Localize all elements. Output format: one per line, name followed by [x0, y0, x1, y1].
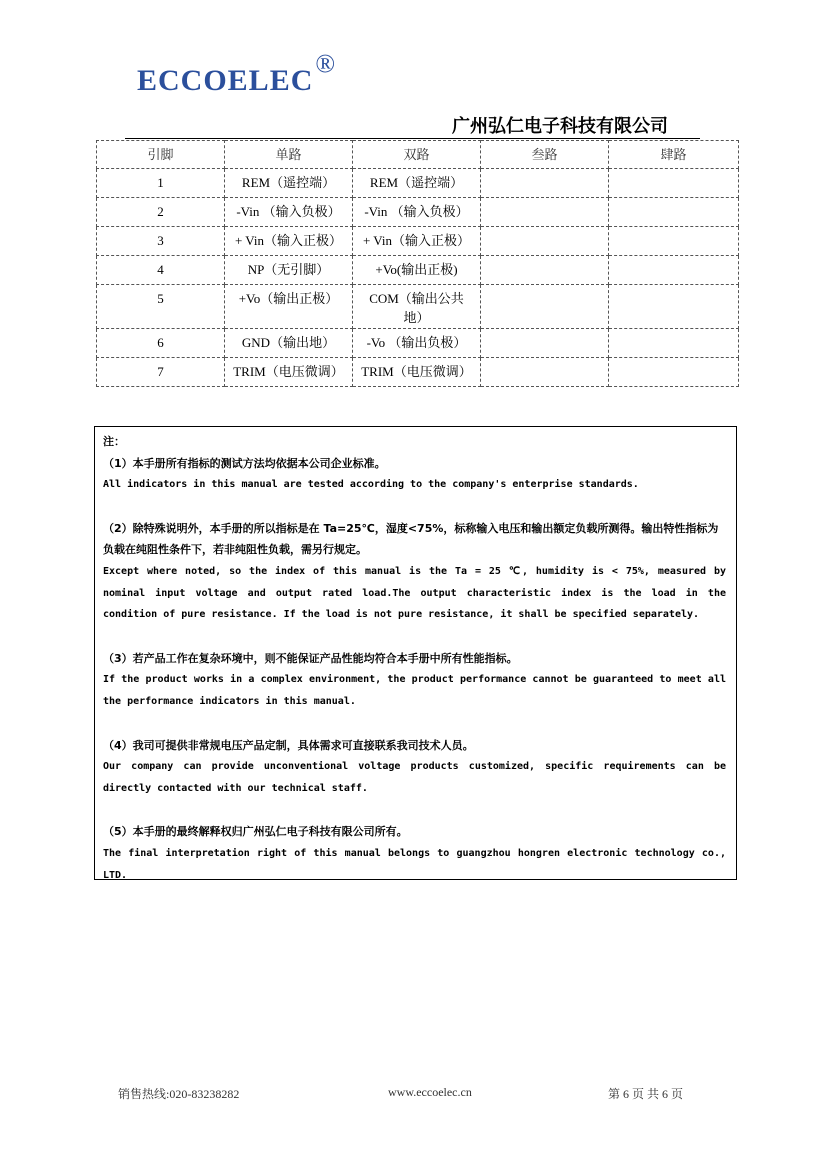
header-dual: 双路	[353, 141, 481, 169]
table-row	[97, 256, 739, 285]
pin-table	[96, 140, 739, 387]
header-single: 单路	[225, 141, 353, 169]
triple-cell	[481, 285, 609, 329]
single-cell: REM（遥控端）	[225, 169, 353, 198]
single-cell: +Vo（输出正极）	[225, 285, 353, 329]
dual-cell: COM（输出公共地）	[353, 285, 481, 329]
pin-number: 4	[97, 256, 225, 285]
pin-number: 2	[97, 198, 225, 227]
pin-number: 7	[97, 358, 225, 387]
table-row	[97, 329, 739, 358]
note-3-cn: （3）若产品工作在复杂环境中，则不能保证产品性能均符合本手册中所有性能指标。	[103, 651, 518, 665]
quad-cell	[609, 256, 739, 285]
spacer	[103, 626, 726, 648]
logo-text: ECCOELEC	[137, 64, 314, 97]
header-divider	[125, 138, 700, 139]
brand-logo	[137, 49, 337, 98]
note-4-en: Our company can provide unconventional voltage products customized, specific requirements can be directly contacted with our technical staff.	[103, 761, 726, 794]
triple-cell	[481, 329, 609, 358]
quad-cell	[609, 227, 739, 256]
pin-number: 1	[97, 169, 225, 198]
table-row	[97, 227, 739, 256]
note-1-cn: （1）本手册所有指标的测试方法均依据本公司企业标准。	[103, 456, 386, 470]
table-row	[97, 198, 739, 227]
note-5-cn: （5）本手册的最终解释权归广州弘仁电子科技有限公司所有。	[103, 825, 408, 839]
note-1-en: All indicators in this manual are tested according to the company's enterprise standards.	[103, 479, 639, 491]
note-4-cn: （4）我司可提供非常规电压产品定制，具体需求可直接联系我司技术人员。	[103, 738, 474, 752]
registered-mark: ®	[315, 49, 337, 78]
note-3-en: If the product works in a complex environment, the product performance cannot be guaranteed to meet all the performance indicators in this manual.	[103, 674, 726, 707]
website-link[interactable]: www.eccoelec.cn	[388, 1085, 472, 1099]
note-2-cn: （2）除特殊说明外，本手册的所以指标是在 Ta=25℃，湿度<75%，标称输入电压和输出额定负载所测得。输出特性指标为负载在纯阻性条件下，若非纯阻性负载，需另行规定。	[103, 521, 719, 557]
triple-cell	[481, 198, 609, 227]
spacer	[103, 713, 726, 735]
single-cell: NP（无引脚）	[225, 256, 353, 285]
note-2-en: Except where noted, so the index of this manual is the Ta = 25 ℃, humidity is < 75%, measured by nominal input voltage and output rated load.The output characteristic index is the load in the condition of pure resistance. If the load is not pure resistance, it shall be specified separately.	[103, 565, 726, 621]
spacer	[103, 799, 726, 821]
page-number: 第 6 页 共 6 页	[608, 1087, 684, 1101]
single-cell: GND（输出地）	[225, 329, 353, 358]
dual-cell: TRIM（电压微调）	[353, 358, 481, 387]
quad-cell	[609, 358, 739, 387]
table-row	[97, 358, 739, 387]
table-row	[97, 169, 739, 198]
single-cell: -Vin （输入负极）	[225, 198, 353, 227]
header-triple: 叁路	[481, 141, 609, 169]
triple-cell	[481, 169, 609, 198]
triple-cell	[481, 358, 609, 387]
sales-hotline: 销售热线:020-83238282	[118, 1087, 240, 1101]
quad-cell	[609, 169, 739, 198]
header-pin: 引脚	[97, 141, 225, 169]
notes-box	[94, 426, 737, 880]
dual-cell: REM（遥控端）	[353, 169, 481, 198]
dual-cell: + Vin（输入正极）	[353, 227, 481, 256]
dual-cell: -Vo （输出负极）	[353, 329, 481, 358]
triple-cell	[481, 227, 609, 256]
pin-table-header-row	[97, 141, 739, 169]
table-row	[97, 285, 739, 329]
note-5-en: The final interpretation right of this manual belongs to guangzhou hongren electronic technology co., LTD.	[103, 847, 726, 881]
quad-cell	[609, 285, 739, 329]
notes-title: 注：	[103, 435, 125, 448]
company-name: 广州弘仁电子科技有限公司	[452, 116, 668, 137]
spacer	[103, 496, 726, 518]
pin-number: 5	[97, 285, 225, 329]
quad-cell	[609, 198, 739, 227]
single-cell: + Vin（输入正极）	[225, 227, 353, 256]
header-quad: 肆路	[609, 141, 739, 169]
pin-number: 6	[97, 329, 225, 358]
quad-cell	[609, 329, 739, 358]
single-cell: TRIM（电压微调）	[225, 358, 353, 387]
dual-cell: -Vin （输入负极）	[353, 198, 481, 227]
triple-cell	[481, 256, 609, 285]
pin-number: 3	[97, 227, 225, 256]
dual-cell: +Vo(输出正极)	[353, 256, 481, 285]
